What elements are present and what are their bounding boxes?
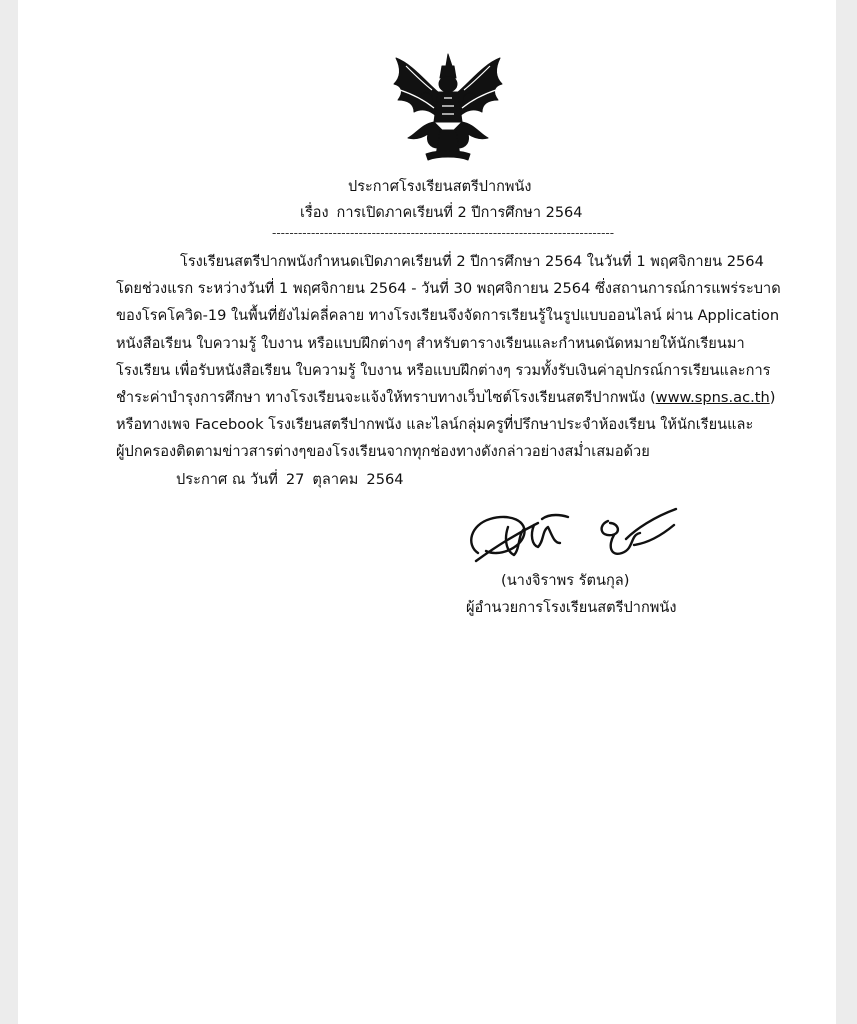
date-month: ตุลาคม [312,471,359,488]
website-link[interactable]: www.spns.ac.th [655,389,770,407]
signer-name: (นางจิราพร รัตนกุล) [501,572,630,589]
subject-label: เรื่อง [300,205,329,221]
date-day: 27 [285,471,305,488]
date-year: 2564 [366,471,404,488]
body-line: โรงเรียนสตรีปากพนังกำหนดเปิดภาคเรียนที่ 2 ปีการศึกษา 2564 ในวันที่ 1 พฤศจิกายน 2564 [180,253,764,270]
link-close-paren: ) [769,389,776,407]
document-page [18,0,836,1024]
signer-position: ผู้อำนวยการโรงเรียนสตรีปากพนัง [466,599,677,616]
announcement-date [176,468,404,491]
subject-text: การเปิดภาคเรียนที่ 2 ปีการศึกษา 2564 [336,205,583,221]
body-line: หรือทางเพจ Facebook โรงเรียนสตรีปากพนัง และไลน์กลุ่มครูที่ปรึกษาประจำห้องเรียน ให้นักเรียนและ [116,416,754,434]
body-line: โรงเรียน เพื่อรับหนังสือเรียน ใบความรู้ ใบงาน หรือแบบฝึกต่างๆ รวมทั้งรับเงินค่าอุปกรณ์การเรียนและการ [116,361,771,379]
handwritten-signature-icon [458,505,688,571]
date-prefix: ประกาศ ณ วันที่ [176,471,278,488]
body-line: ผู้ปกครองติดตามข่าวสารต่างๆของโรงเรียนจากทุกช่องทางดังกล่าวอย่างสม่ำเสมอด้วย [116,443,650,461]
announcement-body [116,248,781,466]
body-line: หนังสือเรียน ใบความรู้ ใบงาน หรือแบบฝึกต่างๆ สำหรับตารางเรียนและกำหนดนัดหมายให้นักเรียนมา [116,334,745,352]
title-divider: ------------------------------------------------------------------------------- [272,226,615,240]
body-line: โดยช่วงแรก ระหว่างวันที่ 1 พฤศจิกายน 2564 - วันที่ 30 พฤศจิกายน 2564 ซึ่งสถานการณ์การแพร่ระบาด [116,280,781,298]
body-line-with-link [116,384,776,411]
announcement-title: ประกาศโรงเรียนสตรีปากพนัง [348,179,532,195]
body-line: ของโรคโควิด-19 ในพื้นที่ยังไม่คลี่คลาย ทางโรงเรียนจึงจัดการเรียนรู้ในรูปแบบออนไลน์ ผ่าน Application [116,307,780,325]
announcement-subject [300,201,583,224]
body-line: ชำระค่าบำรุงการศึกษา ทางโรงเรียนจะแจ้งให้ทราบทางเว็บไซต์โรงเรียนสตรีปากพนัง ( [116,389,656,407]
garuda-emblem-icon [386,52,510,164]
